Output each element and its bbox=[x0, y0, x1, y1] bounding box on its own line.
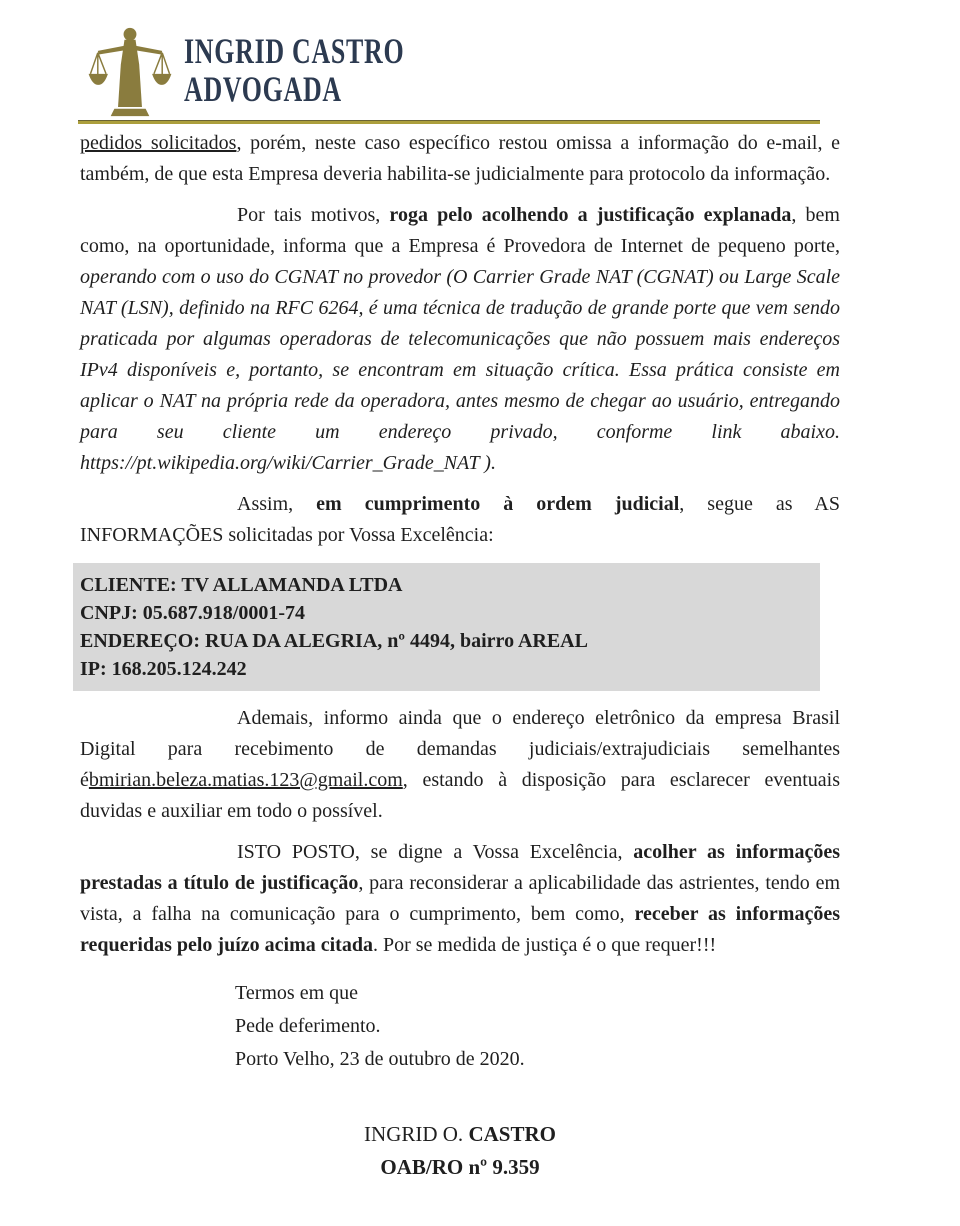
p3-bold-phrase: em cumprimento à ordem judicial bbox=[316, 493, 680, 515]
p5-bold-receive: receber as informações requeridas pelo juízo acima citada bbox=[80, 903, 840, 956]
signature-name-bold: CASTRO bbox=[468, 1122, 556, 1146]
p3-tail: , segue as AS INFORMAÇÕES solicitadas por Vossa Excelência: bbox=[80, 493, 840, 546]
p4-tail: , estando à disposição para esclarecer eventuais duvidas e auxiliar em todo o possível. bbox=[80, 769, 840, 822]
closing-terms-line: Termos em que bbox=[235, 982, 359, 1004]
p3-lead: Assim, bbox=[237, 493, 317, 515]
client-cnpj-line: CNPJ: 05.687.918/0001-74 bbox=[80, 602, 305, 624]
lawyer-title: ADVOGADA bbox=[184, 69, 342, 109]
closing-deferment-line: Pede deferimento. bbox=[235, 1015, 381, 1037]
signature-oab: OAB/RO nº 9.359 bbox=[380, 1155, 540, 1179]
closing-block bbox=[235, 977, 840, 1076]
p5-tail: . Por se medida de justiça é o que requer!!! bbox=[372, 934, 717, 956]
paragraph-justification bbox=[80, 200, 840, 479]
p2-bold-phrase: roga pelo acolhendo a justificação explanada bbox=[389, 204, 792, 226]
letterhead bbox=[80, 26, 840, 118]
client-address-line: ENDEREÇO: RUA DA ALEGRIA, nº 4494, bairro AREAL bbox=[80, 630, 588, 652]
p2-mid: , bem como, na oportunidade, informa que a Empresa é Provedora de Internet de pequeno porte, bbox=[80, 204, 840, 257]
client-ip-line: IP: 168.205.124.242 bbox=[80, 658, 247, 680]
brand-text bbox=[184, 26, 490, 108]
scales-of-justice-icon bbox=[86, 26, 174, 118]
paragraph-request bbox=[80, 837, 840, 961]
closing-date-line: Porto Velho, 23 de outubro de 2020. bbox=[235, 1048, 525, 1070]
p5-mid: , para reconsiderar a aplicabilidade das astrientes, tendo em vista, a falha na comunicação para o cumprimento, bem como, bbox=[80, 872, 840, 925]
p2-tail: ). bbox=[479, 452, 496, 474]
signature-block bbox=[80, 1118, 840, 1184]
client-info-block bbox=[73, 563, 820, 691]
paragraph-intro bbox=[80, 128, 840, 190]
p5-lead: ISTO POSTO, se digne a Vossa Excelência, bbox=[237, 841, 634, 863]
client-name-line: CLIENTE: TV ALLAMANDA LTDA bbox=[80, 574, 403, 596]
document-body bbox=[80, 124, 840, 1184]
signature-name-regular: INGRID O. bbox=[364, 1122, 469, 1146]
p2-italic-cgnat: operando com o uso do CGNAT no provedor (O Carrier Grade NAT (CGNAT) ou Large Scale NAT (LSN), definido na RFC 6264, é uma técnica de tradução de grande porte que vem sendo praticada por algumas operadoras de telecomunicações que não possuem mais endereços IPv4 disponíveis e, portanto, se encontram em situação crítica. Essa prática consiste em aplicar o NAT na própria rede da operadora, antes mesmo de chegar ao usuário, entregando para seu cliente um endereço privado, conforme link abaixo. bbox=[80, 266, 840, 443]
paragraph-intro-text: , porém, neste caso específico restou omissa a informação do e-mail, e também, de que esta Empresa deveria habilita-se judicialmente para protocolo da informação. bbox=[80, 132, 841, 185]
signature-name bbox=[80, 1118, 840, 1151]
p2-lead: Por tais motivos, bbox=[237, 204, 390, 226]
lawyer-name: INGRID CASTRO bbox=[184, 31, 405, 71]
underlined-phrase: pedidos solicitados bbox=[80, 132, 237, 154]
paragraph-email bbox=[80, 703, 840, 827]
p4-lead: Ademais, informo ainda que o endereço eletrônico da empresa Brasil Digital para recebimento de demandas judiciais/extrajudiciais semelhantes é bbox=[80, 707, 840, 791]
paragraph-court-order bbox=[80, 489, 840, 551]
wikipedia-link[interactable]: https://pt.wikipedia.org/wiki/Carrier_Grade_NAT bbox=[80, 452, 480, 474]
contact-email-link[interactable]: bmirian.beleza.matias.123@gmail.com bbox=[88, 769, 403, 791]
p5-bold-accept: acolher as informações prestadas a título de justificação bbox=[80, 841, 840, 894]
